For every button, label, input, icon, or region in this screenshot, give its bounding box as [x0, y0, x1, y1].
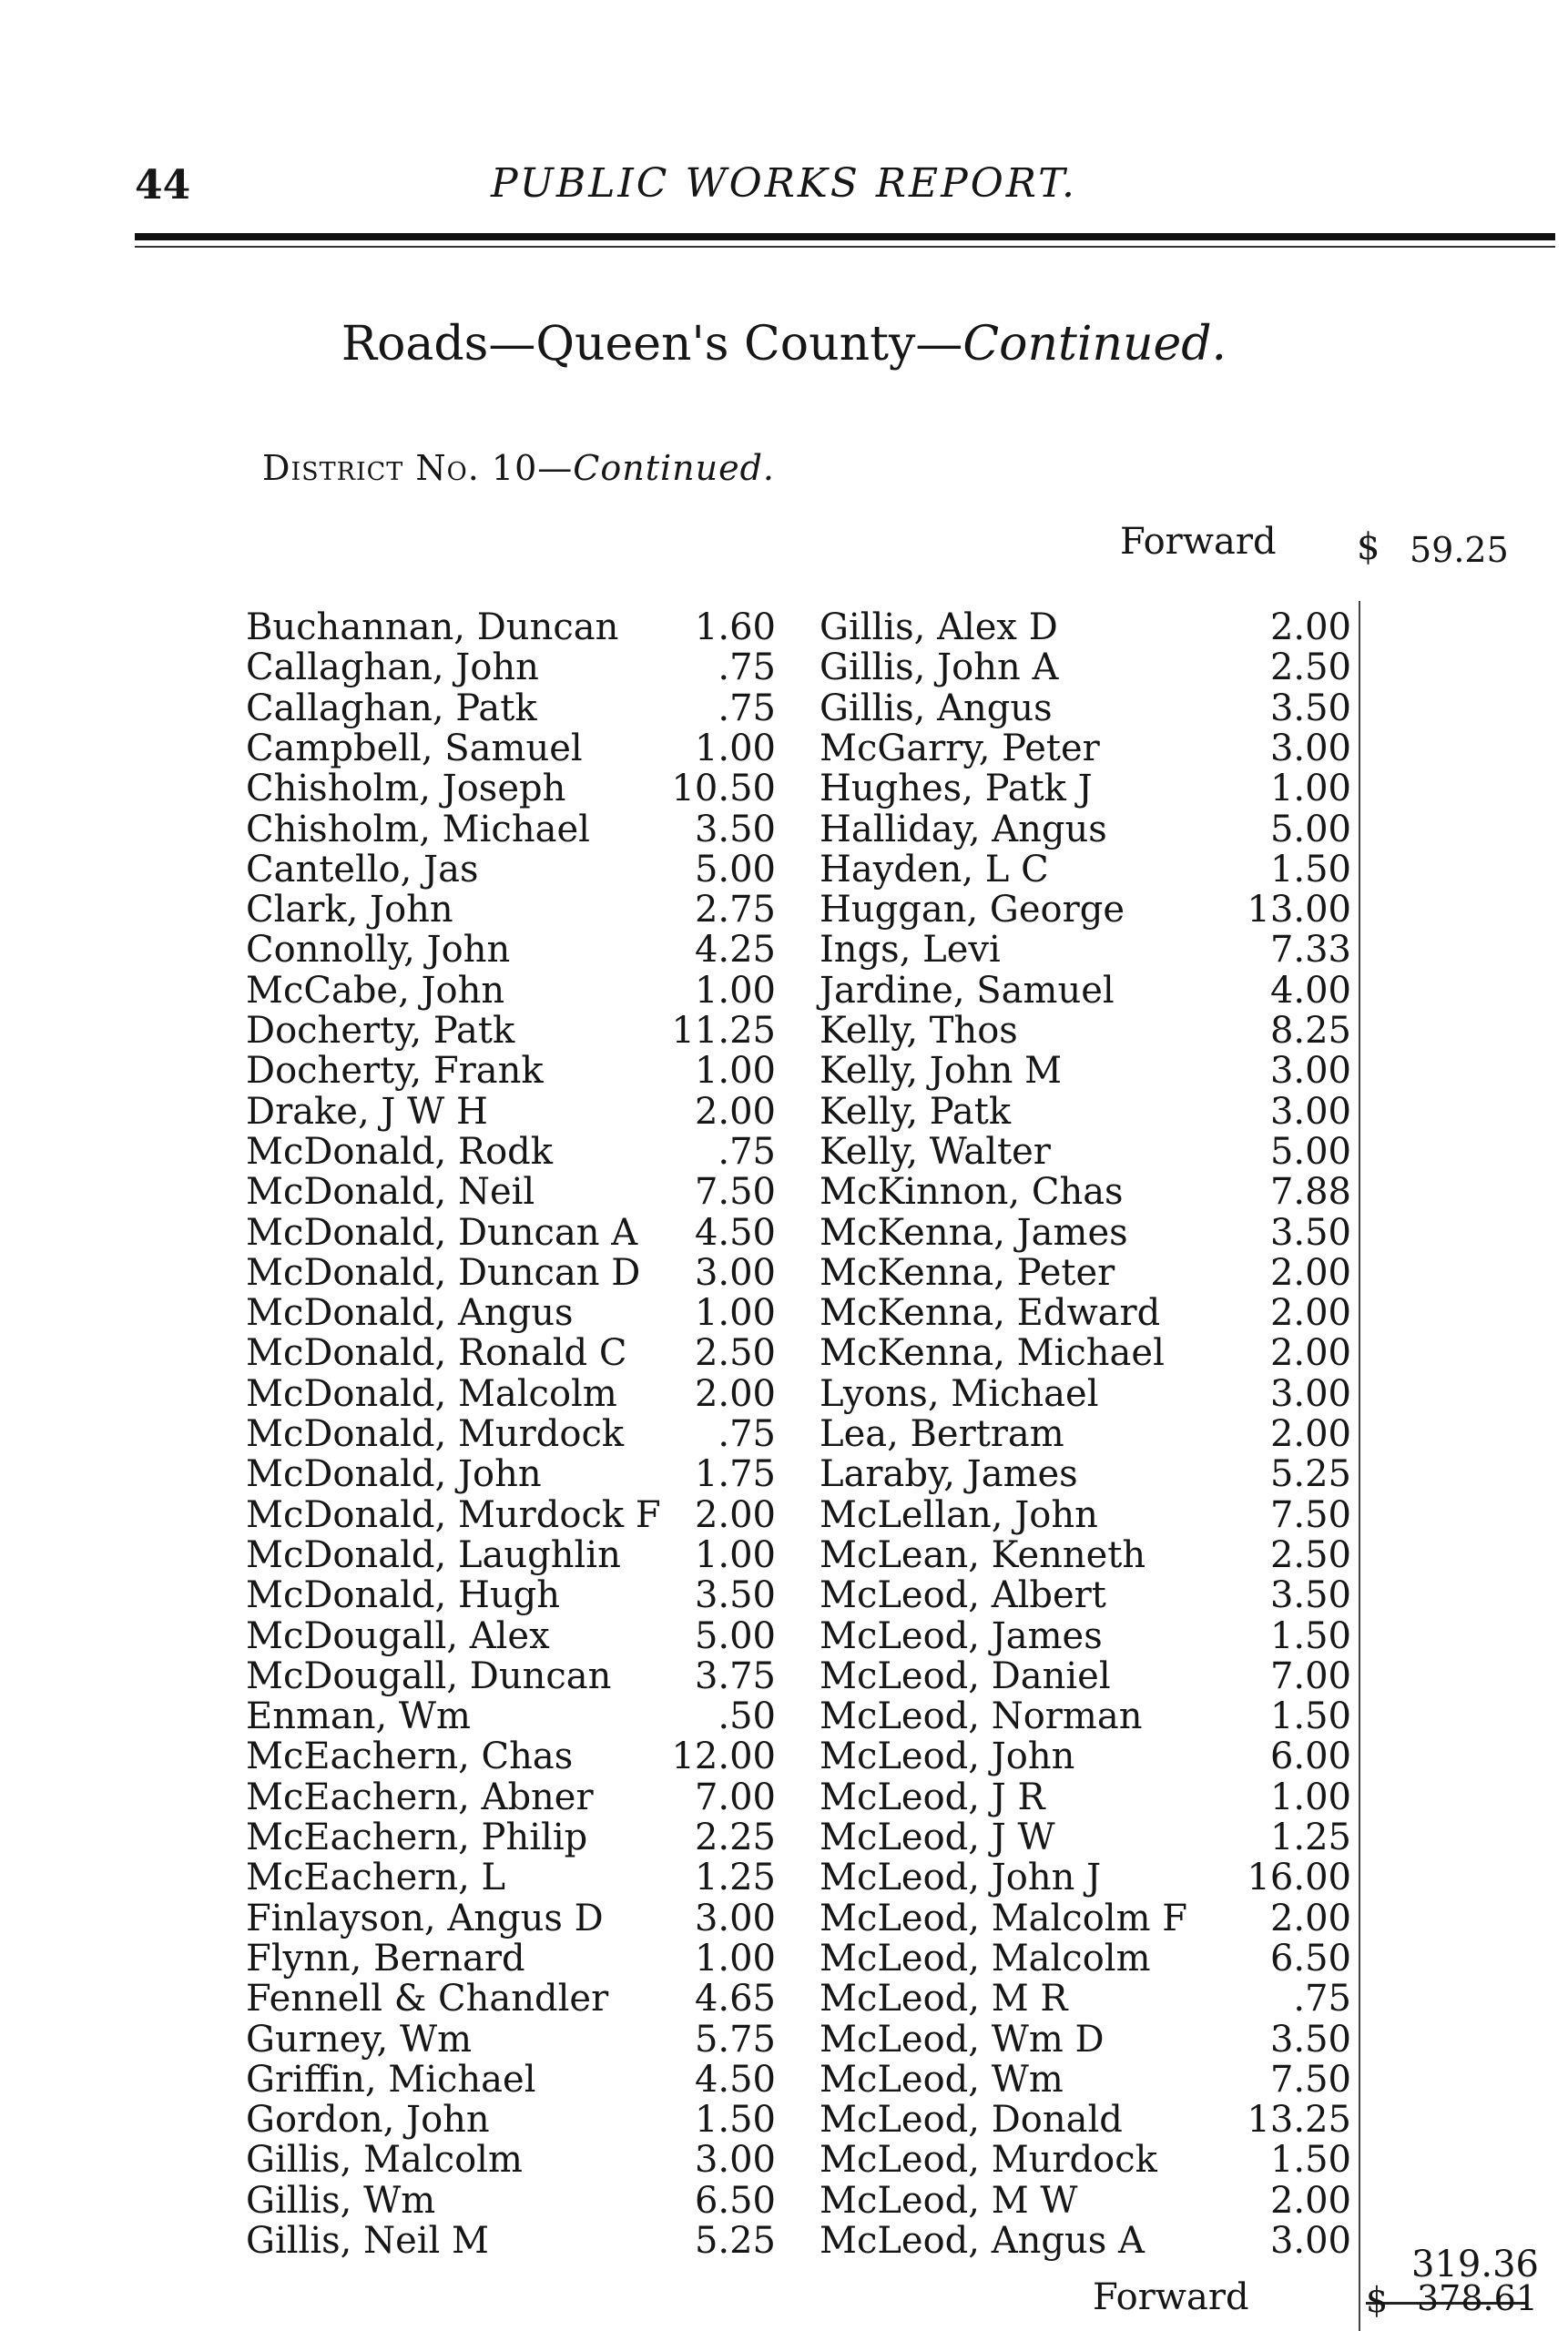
right-entry-name: McLeod, J W — [820, 1817, 1055, 1858]
left-entry-name: Gillis, Malcolm — [246, 2139, 523, 2181]
left-entry-name: Clark, John — [246, 889, 453, 931]
right-entry-amount: 2.00 — [1269, 1898, 1351, 1939]
left-entry-name: McEachern, Chas — [246, 1736, 574, 1777]
left-entry-amount: 1.00 — [694, 1534, 776, 1576]
left-entry-amount: 5.00 — [694, 1615, 776, 1657]
right-entry-amount: 1.50 — [1269, 2139, 1351, 2181]
right-entry-name: McLeod, James — [820, 1615, 1103, 1657]
forward-bottom-label: Forward — [1093, 2276, 1249, 2318]
left-entry-amount: 5.75 — [694, 2019, 776, 2061]
right-entry-amount: 6.50 — [1269, 1938, 1351, 1980]
left-entry-name: Gillis, Neil M — [246, 2220, 490, 2262]
left-entry-amount: 3.50 — [694, 1574, 776, 1616]
left-entry-name: McDonald, Hugh — [246, 1574, 560, 1616]
left-entry-name: McDougall, Duncan — [246, 1655, 612, 1697]
right-entry-amount: 2.00 — [1269, 1413, 1351, 1455]
right-entry-amount: 1.50 — [1269, 1695, 1351, 1737]
left-entry-amount: 3.00 — [694, 1252, 776, 1294]
left-entry-name: McDonald, John — [246, 1453, 542, 1495]
left-entry-amount: 12.00 — [671, 1736, 776, 1777]
left-entry-amount: 4.25 — [694, 929, 776, 971]
right-entry-name: Laraby, James — [820, 1453, 1078, 1495]
right-entry-amount: 1.50 — [1269, 849, 1351, 891]
right-entry-amount: 2.00 — [1269, 1332, 1351, 1374]
left-entry-amount: 2.25 — [694, 1817, 776, 1858]
right-entry-name: Kelly, John M — [820, 1050, 1063, 1092]
right-entry-name: Jardine, Samuel — [820, 970, 1115, 1012]
left-entry-name: Chisholm, Michael — [246, 809, 590, 850]
left-entry-amount: 3.00 — [694, 1898, 776, 1939]
right-entry-amount: 1.00 — [1269, 1776, 1351, 1818]
left-entry-name: Chisholm, Joseph — [246, 768, 566, 809]
left-entry-amount: .75 — [718, 1413, 776, 1455]
right-entry-amount: 2.50 — [1269, 1534, 1351, 1576]
right-entry-amount: 3.50 — [1269, 2019, 1351, 2061]
left-entry-amount: 11.25 — [671, 1010, 776, 1052]
right-entry-amount: 8.25 — [1269, 1010, 1351, 1052]
right-entry-name: Lyons, Michael — [820, 1373, 1099, 1415]
right-entry-name: McLeod, M W — [820, 2180, 1078, 2222]
left-entry-amount: 4.50 — [694, 1212, 776, 1254]
right-entry-name: McKenna, Michael — [820, 1332, 1165, 1374]
right-entry-amount: 2.50 — [1269, 646, 1351, 688]
running-head: PUBLIC WORKS REPORT. — [490, 160, 1078, 207]
right-entry-amount: 3.50 — [1269, 687, 1351, 729]
left-entry-name: McDonald, Duncan A — [246, 1212, 638, 1254]
left-entry-amount: 4.65 — [694, 1978, 776, 2020]
right-entry-amount: 2.00 — [1269, 1292, 1351, 1334]
header-rule-thin — [135, 246, 1555, 248]
right-entry-amount: 7.00 — [1269, 1655, 1351, 1697]
right-entry-name: McLellan, John — [820, 1494, 1098, 1536]
left-entry-amount: 4.50 — [694, 2059, 776, 2101]
left-entry-name: Griffin, Michael — [246, 2059, 536, 2101]
left-entry-amount: .75 — [718, 687, 776, 729]
right-entry-amount: 7.50 — [1269, 2059, 1351, 2101]
right-entry-name: Ings, Levi — [820, 929, 1001, 971]
right-entry-name: McLeod, Malcolm F — [820, 1898, 1187, 1939]
left-entry-amount: .75 — [718, 1131, 776, 1173]
left-entry-name: McDonald, Neil — [246, 1171, 535, 1213]
left-entry-name: McEachern, Philip — [246, 1817, 588, 1858]
right-entry-amount: 2.00 — [1269, 2180, 1351, 2222]
right-entry-amount: 6.00 — [1269, 1736, 1351, 1777]
left-entry-name: McEachern, L — [246, 1857, 506, 1898]
left-entry-amount: 5.00 — [694, 849, 776, 891]
left-entry-name: Fennell & Chandler — [246, 1978, 609, 2020]
district-label: District No. 10— — [262, 448, 574, 488]
right-entry-name: McKenna, Edward — [820, 1292, 1161, 1334]
right-entry-name: McLeod, Daniel — [820, 1655, 1111, 1697]
left-entry-name: Gordon, John — [246, 2099, 490, 2141]
section-title-continued: Continued. — [962, 317, 1227, 372]
right-entry-name: Hughes, Patk J — [820, 768, 1093, 809]
left-entry-amount: 7.50 — [694, 1171, 776, 1213]
right-entry-amount: 1.25 — [1269, 1817, 1351, 1858]
right-entry-name: McLeod, Wm — [820, 2059, 1064, 2101]
column-subtotal: 319.36 — [1411, 2244, 1539, 2285]
right-entry-name: Hayden, L C — [820, 849, 1049, 891]
right-entry-amount: 13.00 — [1247, 889, 1351, 931]
right-entry-name: McLean, Kenneth — [820, 1534, 1146, 1576]
left-entry-name: Cantello, Jas — [246, 849, 479, 891]
left-entry-amount: .50 — [718, 1695, 776, 1737]
left-entry-name: Campbell, Samuel — [246, 728, 583, 769]
right-entry-name: McLeod, Malcolm — [820, 1938, 1151, 1980]
right-entry-amount: 7.88 — [1269, 1171, 1351, 1213]
right-entry-amount: .75 — [1293, 1978, 1351, 2020]
right-entry-name: McGarry, Peter — [820, 728, 1100, 769]
left-entry-name: McEachern, Abner — [246, 1776, 594, 1818]
left-entry-amount: 7.00 — [694, 1776, 776, 1818]
right-entry-amount: 3.50 — [1269, 1212, 1351, 1254]
left-entry-amount: 3.00 — [694, 2139, 776, 2181]
left-entry-name: Docherty, Frank — [246, 1050, 544, 1092]
right-entry-name: Huggan, George — [820, 889, 1125, 931]
left-entry-amount: 1.00 — [694, 1050, 776, 1092]
left-entry-amount: 6.50 — [694, 2180, 776, 2222]
right-entry-amount: 3.00 — [1269, 1050, 1351, 1092]
left-entry-amount: 1.60 — [694, 606, 776, 648]
left-entry-name: McDonald, Laughlin — [246, 1534, 621, 1576]
left-entry-amount: 2.00 — [694, 1091, 776, 1133]
left-entry-amount: 10.50 — [671, 768, 776, 809]
left-entry-amount: 2.00 — [694, 1373, 776, 1415]
right-entry-amount: 3.50 — [1269, 1574, 1351, 1616]
left-entry-amount: 3.50 — [694, 809, 776, 850]
right-entry-amount: 3.00 — [1269, 1373, 1351, 1415]
right-entry-amount: 13.25 — [1247, 2099, 1351, 2141]
left-entry-name: McDonald, Duncan D — [246, 1252, 641, 1294]
left-entry-name: Flynn, Bernard — [246, 1938, 525, 1980]
left-entry-amount: 1.00 — [694, 1292, 776, 1334]
right-entry-name: Gillis, Alex D — [820, 606, 1058, 648]
right-entry-amount: 1.00 — [1269, 768, 1351, 809]
right-entry-name: McLeod, John — [820, 1736, 1075, 1777]
left-entry-name: Connolly, John — [246, 929, 511, 971]
left-entry-name: McDonald, Murdock F — [246, 1494, 661, 1536]
left-entry-name: McDonald, Malcolm — [246, 1373, 617, 1415]
left-entry-name: Callaghan, John — [246, 646, 539, 688]
right-entry-amount: 7.50 — [1269, 1494, 1351, 1536]
left-entry-name: Docherty, Patk — [246, 1010, 515, 1052]
right-entry-amount: 5.00 — [1269, 1131, 1351, 1173]
right-entry-amount: 16.00 — [1247, 1857, 1351, 1898]
right-entry-name: McLeod, M R — [820, 1978, 1068, 2020]
right-entry-name: McLeod, Angus A — [820, 2220, 1145, 2262]
right-entry-name: McKenna, James — [820, 1212, 1128, 1254]
left-entry-amount: 1.75 — [694, 1453, 776, 1495]
left-entry-amount: 1.50 — [694, 2099, 776, 2141]
left-entry-name: Finlayson, Angus D — [246, 1898, 604, 1939]
left-entry-amount: 1.00 — [694, 1938, 776, 1980]
page-number: 44 — [135, 162, 191, 209]
left-entry-name: Callaghan, Patk — [246, 687, 537, 729]
forward-top-amount: 59.25 — [1410, 530, 1509, 570]
left-entry-name: McDonald, Ronald C — [246, 1332, 627, 1374]
right-entry-name: McLeod, Norman — [820, 1695, 1143, 1737]
right-entry-name: McLeod, J R — [820, 1776, 1045, 1818]
left-entry-name: Buchannan, Duncan — [246, 606, 619, 648]
left-entry-name: Gillis, Wm — [246, 2180, 436, 2222]
forward-top-label: Forward — [1120, 521, 1277, 563]
left-entry-name: Enman, Wm — [246, 1695, 471, 1737]
left-entry-name: McDonald, Rodk — [246, 1131, 553, 1173]
right-entry-amount: 5.25 — [1269, 1453, 1351, 1495]
right-entry-amount: 2.00 — [1269, 606, 1351, 648]
right-entry-name: McKinnon, Chas — [820, 1171, 1124, 1213]
right-entry-name: McLeod, Murdock — [820, 2139, 1157, 2181]
right-entry-amount: 7.33 — [1269, 929, 1351, 971]
forward-bottom-dollar: $ — [1366, 2280, 1389, 2320]
left-entry-amount: 5.25 — [694, 2220, 776, 2262]
right-entry-name: Gillis, John A — [820, 646, 1059, 688]
left-entry-name: McDougall, Alex — [246, 1615, 550, 1657]
right-entry-amount: 3.00 — [1269, 728, 1351, 769]
left-entry-name: McDonald, Angus — [246, 1292, 574, 1334]
left-entry-amount: 1.25 — [694, 1857, 776, 1898]
right-entry-amount: 3.00 — [1269, 2220, 1351, 2262]
left-entry-amount: 3.75 — [694, 1655, 776, 1697]
left-entry-name: McDonald, Murdock — [246, 1413, 625, 1455]
right-entry-name: Kelly, Walter — [820, 1131, 1051, 1173]
section-title — [0, 317, 1568, 372]
right-entry-name: McKenna, Peter — [820, 1252, 1115, 1294]
left-entry-amount: 2.50 — [694, 1332, 776, 1374]
left-entry-amount: 2.75 — [694, 889, 776, 931]
left-entry-name: Drake, J W H — [246, 1091, 488, 1133]
right-entry-name: McLeod, John J — [820, 1857, 1102, 1898]
forward-bottom-amount: 378.61 — [1417, 2278, 1538, 2318]
right-entry-amount: 2.00 — [1269, 1252, 1351, 1294]
left-entry-amount: 2.00 — [694, 1494, 776, 1536]
right-entry-amount: 5.00 — [1269, 809, 1351, 850]
right-entry-amount: 3.00 — [1269, 1091, 1351, 1133]
header-rule — [135, 233, 1555, 240]
left-entry-name: Gurney, Wm — [246, 2019, 473, 2061]
right-entry-name: McLeod, Donald — [820, 2099, 1123, 2141]
left-entry-name: McCabe, John — [246, 970, 505, 1012]
right-entry-name: Kelly, Patk — [820, 1091, 1012, 1133]
amount-column-rule — [1359, 601, 1360, 2331]
right-entry-amount: 1.50 — [1269, 1615, 1351, 1657]
right-entry-amount: 4.00 — [1269, 970, 1351, 1012]
right-entry-name: McLeod, Wm D — [820, 2019, 1105, 2061]
district-heading — [262, 448, 775, 488]
right-entry-name: Halliday, Angus — [820, 809, 1107, 850]
left-entry-amount: 1.00 — [694, 970, 776, 1012]
section-title-main: Roads—Queen's County— — [341, 317, 963, 372]
right-entry-name: Kelly, Thos — [820, 1010, 1018, 1052]
right-entry-name: McLeod, Albert — [820, 1574, 1106, 1616]
district-continued: Continued. — [573, 448, 775, 488]
left-entry-amount: .75 — [718, 646, 776, 688]
right-entry-name: Gillis, Angus — [820, 687, 1053, 729]
left-entry-amount: 1.00 — [694, 728, 776, 769]
forward-top-dollar: $ — [1357, 526, 1380, 568]
right-entry-name: Lea, Bertram — [820, 1413, 1064, 1455]
